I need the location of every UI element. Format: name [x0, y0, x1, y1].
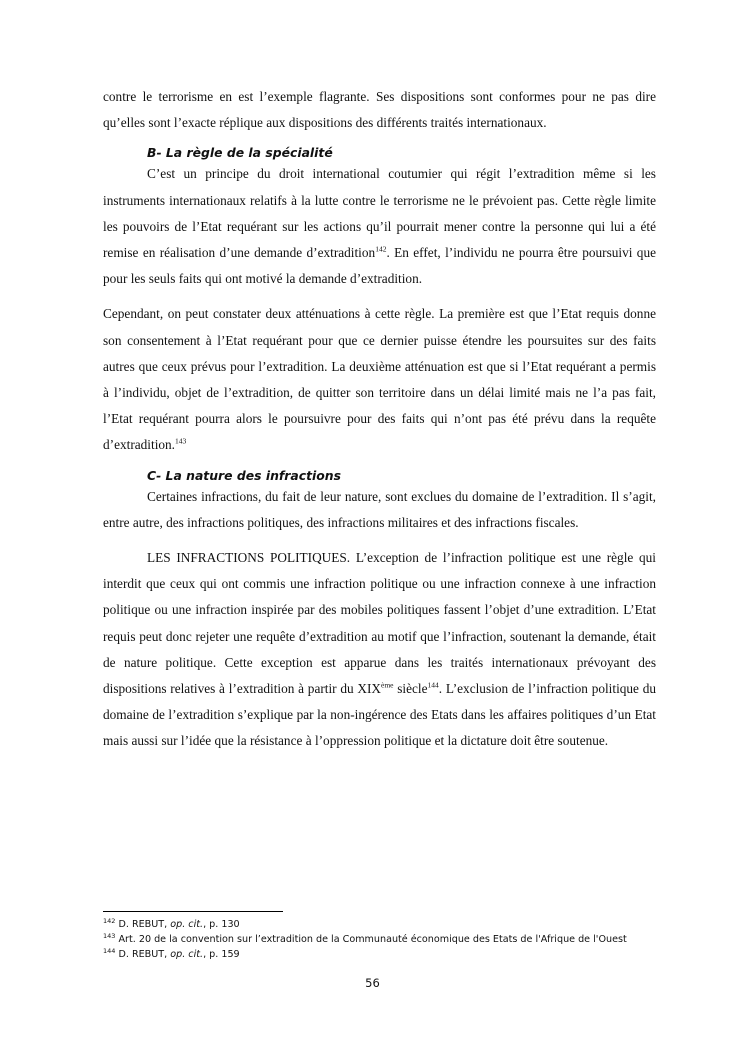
- section-b-paragraph-2: Cependant, on peut constater deux atténuations à cette règle. La première est que l’Etat requis donne son consentement à l’Etat requérant pour que ce dernier puisse étendre les poursuites sur des faits autres que ceux prévus pour l’extradition. La deuxième atténuation est que si l’Etat requérant a permis à l’individu, objet de l’extradition, de quitter son territoire dans un délai limité mais ne l’a pas fait, l’Etat requérant pourra alors le poursuivre pour des faits qui n’ont pas été prévu dans la requête d’extradition.$^{143}$: [103, 306, 656, 453]
- section-b-heading: B- La règle de la spécialité: [147, 145, 333, 161]
- footnote-ref-142: 142: [375, 244, 387, 254]
- section-c-heading: C- La nature des infractions: [147, 467, 341, 483]
- footnote-ref-144: 144: [427, 680, 439, 690]
- section-c-paragraph-2: LES INFRACTIONS POLITIQUES. L’exception de l’infraction politique est une règle qui interdit que ceux qui ont commis une infraction politique ou une infraction connexe à une infraction politique ou une infraction inspirée par des mobiles politiques fassent l’objet d’une extradition. L’Etat requis peut donc rejeter une requête d’extradition au motif que l’infraction, soutenant la demande, était de nature politique. Cette exception est apparue dans les traités internationaux prévoyant des dispositions relatives à l’extradition à partir du XIXème siècle$^{144}$. L’exclusion de l’infraction politique du domaine de l’extradition s’explique par la non-ingérence des Etats dans les affaires politiques d’un Etat mais aussi sur l’idée que la résistance à l’oppression politique et la dictature doit être soutenue.: [103, 550, 656, 749]
- intro-paragraph: contre le terrorisme en est l’exemple flagrante. Ses dispositions sont conformes pour ne pas dire qu’elles sont l’exacte réplique aux dispositions des différents traités internationaux.: [103, 89, 656, 131]
- footnote-divider: [103, 911, 283, 912]
- page-body: [103, 84, 656, 755]
- section-c-paragraph-1: Certaines infractions, du fait de leur nature, sont exclues du domaine de l’extradition. Il s’agit, entre autre, des infractions politiques, des infractions militaires et des infractions fiscales.: [103, 488, 656, 530]
- footnotes: [103, 917, 703, 962]
- footnote-144: $^{144}$ D. REBUT, op. cit., p. 159: [103, 946, 240, 960]
- page-number: 56: [365, 976, 380, 990]
- section-b-paragraph-1: C’est un principe du droit international coutumier qui régit l’extradition même si les instruments internationaux relatifs à la lutte contre le terrorisme ne le prévoient pas. Cette règle limite les pouvoirs de l’Etat requérant sur les actions qu’il pourrait mener contre la personne qui lui a été remise en réalisation d’une demande d’extradition$^{142}$. En effet, l’individu ne pourra être poursuivi que pour les seuls faits qui ont motivé la demande d’extradition.: [103, 166, 656, 287]
- footnote-ref-143: 143: [175, 437, 187, 447]
- footnote-142: $^{142}$ D. REBUT, op. cit., p. 130: [103, 916, 240, 930]
- footnote-143: $^{143}$ Art. 20 de la convention sur l’extradition de la Communauté économique des Etats de l'Afrique de l'Ouest: [103, 931, 627, 945]
